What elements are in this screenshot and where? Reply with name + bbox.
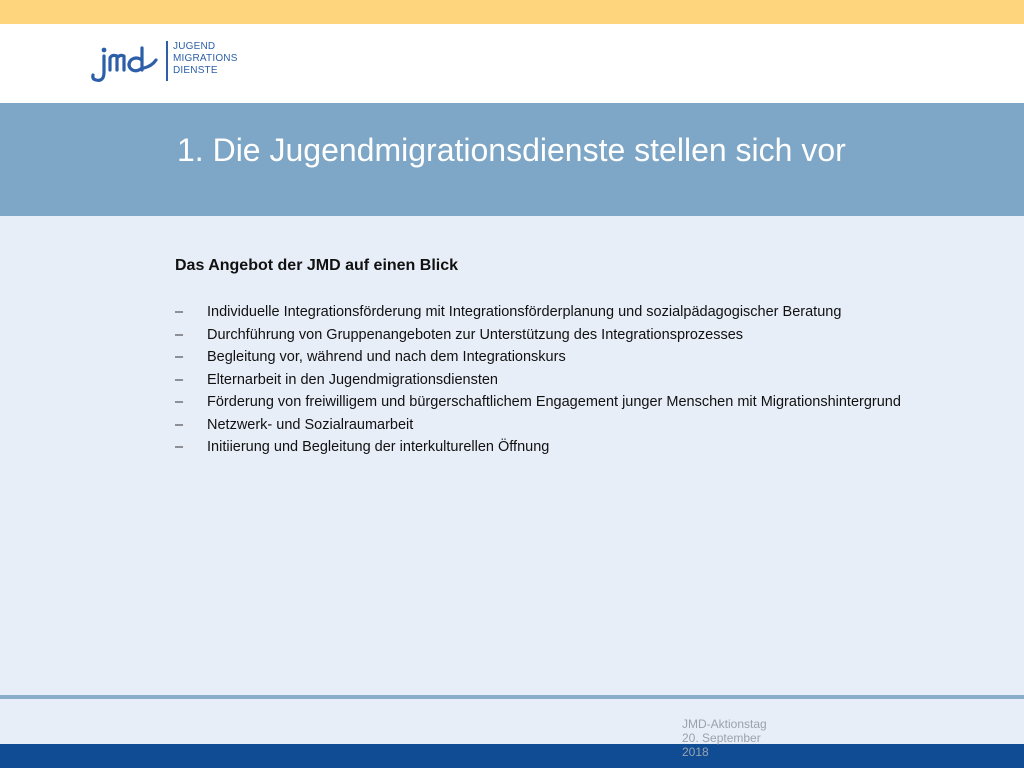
footer-event: JMD-Aktionstag [682,717,767,731]
slide-title: 1. Die Jugendmigrationsdienste stellen sich vor [177,132,846,168]
content-subtitle: Das Angebot der JMD auf einen Blick [175,257,459,274]
list-item [175,391,995,414]
dash-bullet-icon: – [175,304,184,320]
dash-bullet-icon: – [175,371,184,388]
top-accent-band [0,0,1024,24]
list-item-text: Förderung von freiwilligem und bürgerschaftlichem Engagement junger Menschen mit Migrationshintergrund [207,394,901,410]
dash-bullet-icon: – [175,326,184,343]
list-item [175,346,995,369]
list-item [175,436,995,459]
bottom-accent-band [0,744,1024,768]
footer-year: 2018 [682,745,709,759]
logo-divider [166,41,168,81]
dash-bullet-icon: – [175,416,184,433]
list-item [175,414,995,437]
list-item-text: Durchführung von Gruppenangeboten zur Unterstützung des Integrationsprozesses [207,326,744,343]
dash-bullet-icon: – [175,394,184,410]
list-item [175,324,995,347]
list-item [175,369,995,392]
logo-wordmark [173,41,238,77]
list-item-text: Netzwerk- und Sozialraumarbeit [207,416,414,433]
list-item-text: Elternarbeit in den Jugendmigrationsdiensten [207,371,498,388]
footer-info [682,717,767,759]
slide-content [175,257,995,459]
list-item-text: Begleitung vor, während und nach dem Integrationskurs [207,349,566,365]
logo-line-2: MIGRATIONS [173,53,238,64]
logo-header [0,24,1024,103]
jmd-logo-icon [90,38,162,88]
dash-bullet-icon: – [175,349,184,365]
list-item-text: Individuelle Integrationsförderung mit Integrationsförderplanung und sozialpädagogischer Beratung [207,304,842,320]
footer-area [0,699,1024,744]
list-item-text: Initiierung und Begleitung der interkulturellen Öffnung [207,439,550,455]
logo-line-3: DIENSTE [173,65,218,76]
offer-list [175,301,995,459]
list-item [175,301,995,324]
dash-bullet-icon: – [175,439,184,455]
title-bar [0,103,1024,216]
logo-line-1: JUGEND [173,41,216,52]
footer-date: 20. September [682,731,761,745]
